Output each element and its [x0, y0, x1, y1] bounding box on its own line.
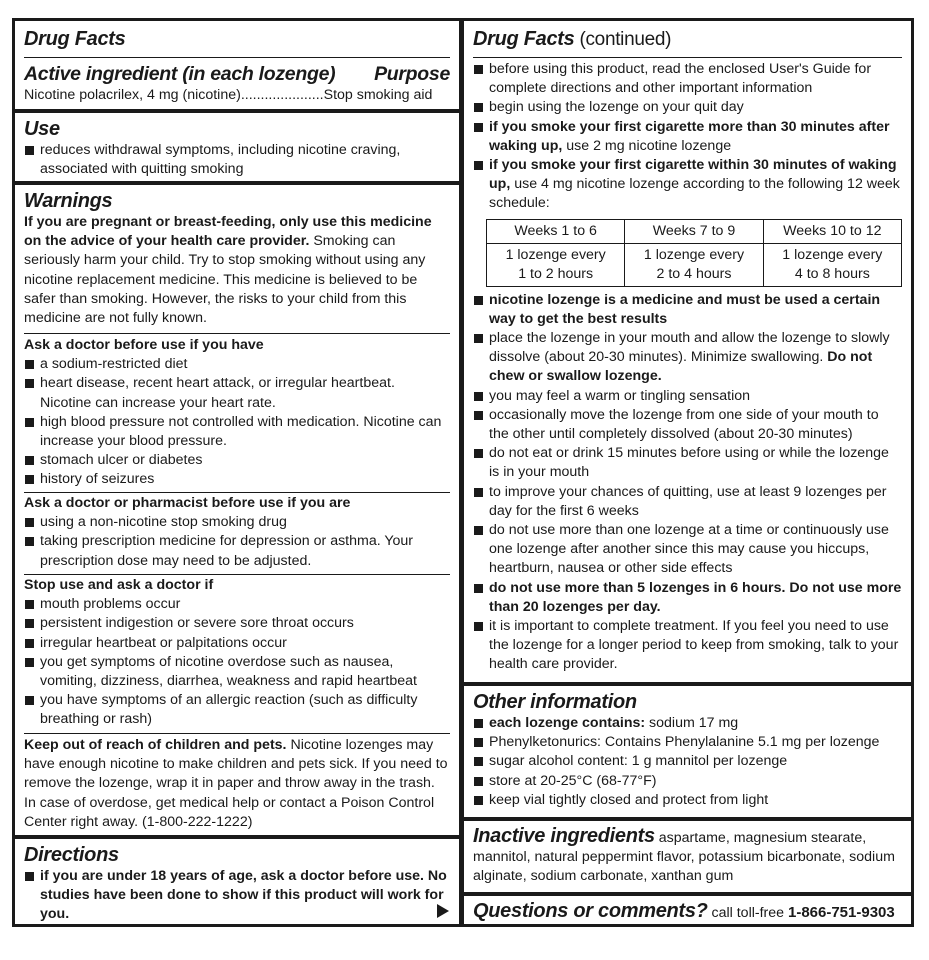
inactive-ingredients-list: aspartame, magnesium stearate, mannitol, natural peppermint flavor, potassium bicarbonate, sodium alginate, sodium carbonate, xanthan gum	[473, 830, 895, 885]
ask-doctor-list	[24, 355, 450, 489]
bullet-square-icon	[474, 719, 483, 728]
list-item	[473, 733, 902, 752]
bullet-square-icon	[474, 526, 483, 535]
divider	[473, 57, 902, 58]
list-item-text: do not eat or drink 15 minutes before using or while the lozenge is in your mouth	[489, 445, 889, 481]
other-information-list	[473, 714, 902, 810]
list-item-text: taking prescription medicine for depression or asthma. Your prescription dose may need to be adjusted.	[40, 533, 414, 569]
list-item	[473, 791, 902, 810]
bullet-square-icon	[25, 639, 34, 648]
drug-facts-title: Drug Facts	[473, 28, 575, 50]
list-item-text: do not use more than 5 lozenges in 6 hours. Do not use more than 20 lozenges per day.	[489, 579, 902, 615]
schedule-cell-line: 4 to 8 hours	[794, 265, 870, 282]
ask-doctor-heading: Ask a doctor before use if you have	[24, 337, 264, 353]
bullet-square-icon	[474, 411, 483, 420]
list-item-text: stomach ulcer or diabetes	[40, 452, 203, 469]
schedule-cell	[487, 243, 625, 286]
warnings-heading: Warnings	[24, 190, 113, 212]
bullet-square-icon	[25, 456, 34, 465]
bullet-square-icon	[25, 518, 34, 527]
list-item-text: nicotine lozenge is a medicine and must be used a certain way to get the best results	[489, 291, 881, 327]
list-item	[24, 532, 450, 570]
bullet-square-icon	[25, 418, 34, 427]
bullet-square-icon	[25, 600, 34, 609]
list-item	[473, 387, 902, 406]
purpose-heading: Purpose	[374, 63, 450, 85]
schedule-cell-line: 1 lozenge every	[643, 246, 745, 263]
bullet-square-icon	[474, 392, 483, 401]
questions-line	[473, 899, 902, 923]
dosing-schedule-table	[486, 219, 902, 287]
section-divider	[15, 109, 459, 113]
list-item-text: persistent indigestion or severe sore throat occurs	[40, 615, 354, 632]
list-item-text: keep vial tightly closed and protect from light	[489, 791, 769, 808]
pregnancy-warning-text: Smoking can seriously harm your child. Try to stop smoking without using any nicotine replacement medicine. This medicine is believed to be safer than smoking. However, the risks to your child from this medicine are not fully known.	[24, 233, 426, 327]
list-item	[473, 772, 902, 791]
keep-out-section	[15, 736, 459, 832]
bullet-square-icon	[25, 146, 34, 155]
bullet-square-icon	[474, 622, 483, 631]
list-item	[24, 513, 450, 532]
schedule-header-row	[487, 219, 902, 243]
continue-arrow-icon	[437, 904, 449, 918]
list-item	[473, 291, 902, 329]
bullet-square-icon	[25, 475, 34, 484]
divider	[24, 333, 450, 334]
list-item	[24, 614, 450, 633]
bullet-square-icon	[474, 103, 483, 112]
drug-facts-left-panel	[12, 18, 462, 927]
list-item-text: Do not chew or swallow lozenge.	[489, 349, 873, 385]
list-item	[473, 329, 902, 387]
list-item	[473, 156, 902, 214]
bullet-square-icon	[474, 488, 483, 497]
schedule-cell	[625, 243, 763, 286]
section-divider	[464, 817, 911, 821]
list-item	[24, 634, 450, 653]
bullet-square-icon	[474, 584, 483, 593]
directions-list-1	[473, 60, 902, 214]
warnings-section	[15, 189, 459, 328]
ask-pharmacist-list	[24, 513, 450, 571]
list-item-text: a sodium-restricted diet	[40, 356, 188, 373]
bullet-square-icon	[25, 379, 34, 388]
directions-list-2	[473, 291, 902, 675]
list-item-text: use 4 mg nicotine lozenge according to the following 12 week schedule:	[489, 176, 900, 212]
phone-number: 1-866-751-9303	[787, 904, 895, 921]
list-item	[473, 752, 902, 771]
list-item-text: you may feel a warm or tingling sensation	[489, 387, 751, 404]
schedule-body-row	[487, 243, 902, 286]
list-item-text: use 2 mg nicotine lozenge	[562, 137, 732, 154]
list-item-text: begin using the lozenge on your quit day	[489, 99, 744, 116]
bullet-square-icon	[474, 334, 483, 343]
stop-use-section	[15, 576, 459, 730]
list-item-text: to improve your chances of quitting, use at least 9 lozenges per day for the first 6 weeks	[489, 483, 887, 519]
list-item-text: mouth problems occur	[40, 596, 181, 613]
bullet-square-icon	[25, 872, 34, 881]
use-section	[15, 117, 459, 179]
list-item-text: heart disease, recent heart attack, or irregular heartbeat. Nicotine can increase your heart rate.	[40, 375, 395, 411]
list-item	[473, 521, 902, 579]
schedule-header-cell: Weeks 10 to 12	[763, 219, 901, 243]
stop-use-heading: Stop use and ask a doctor if	[24, 577, 214, 593]
ask-doctor-section	[15, 336, 459, 490]
list-item	[24, 141, 450, 179]
title-section	[15, 27, 459, 51]
list-item	[473, 714, 902, 733]
list-item-text: high blood pressure not controlled with medication. Nicotine can increase your blood pressure.	[40, 413, 442, 450]
bullet-square-icon	[474, 738, 483, 747]
list-item	[473, 118, 902, 156]
list-item-text: reduces withdrawal symptoms, including nicotine craving, associated with quitting smoking	[40, 142, 401, 178]
keep-out-bold: Keep out of reach of children and pets.	[24, 737, 287, 753]
active-ingredient-line: Nicotine polacrilex, 4 mg (nicotine).....................Stop smoking aid	[24, 87, 433, 103]
questions-prefix: call toll-free	[707, 905, 788, 921]
bullet-square-icon	[25, 658, 34, 667]
schedule-header-cell: Weeks 1 to 6	[487, 219, 625, 243]
bullet-square-icon	[474, 449, 483, 458]
section-divider	[464, 682, 911, 686]
list-item-text: irregular heartbeat or palpitations occur	[40, 634, 287, 651]
list-item	[473, 60, 902, 98]
active-ingredient-heading: Active ingredient (in each lozenge)	[24, 63, 336, 85]
schedule-header-cell: Weeks 7 to 9	[625, 219, 763, 243]
directions-section	[15, 843, 459, 925]
list-item	[473, 406, 902, 444]
stop-use-list	[24, 595, 450, 729]
list-item	[24, 595, 450, 614]
list-item	[24, 470, 450, 489]
list-item-text: occasionally move the lozenge from one side of your mouth to the other until completely dissolved (about 20-30 minutes)	[489, 406, 879, 443]
list-item-text: each lozenge contains:	[489, 715, 646, 731]
ask-pharmacist-section	[15, 494, 459, 571]
directions-heading: Directions	[24, 844, 119, 866]
use-heading: Use	[24, 118, 60, 140]
list-item-text: Phenylketonurics: Contains Phenylalanine 5.1 mg per lozenge	[489, 734, 880, 751]
list-item-text: place the lozenge in your mouth and allow the lozenge to slowly dissolve (about 20-30 minutes). Minimize swallowing.	[489, 330, 890, 366]
section-divider	[15, 835, 459, 839]
directions-item-text: if you are under 18 years of age, ask a doctor before use. No studies have been done to show if this product will work for you.	[40, 868, 447, 923]
list-item	[24, 374, 450, 412]
divider	[24, 574, 450, 575]
list-item-text: you get symptoms of nicotine overdose such as nausea, vomiting, dizziness, diarrhea, weakness and rapid heartbeat	[40, 653, 417, 690]
bullet-square-icon	[474, 777, 483, 786]
list-item-text: before using this product, read the enclosed User's Guide for complete directions and other important information	[489, 61, 872, 97]
list-item	[24, 413, 450, 451]
divider	[24, 733, 450, 734]
list-item-text: if you smoke your first cigarette within 30 minutes of waking up,	[489, 157, 897, 193]
bullet-square-icon	[474, 796, 483, 805]
list-item-text: history of seizures	[40, 471, 155, 488]
questions-heading: Questions or comments?	[473, 900, 708, 922]
other-information-heading: Other information	[473, 691, 637, 713]
list-item	[473, 98, 902, 117]
section-divider	[464, 892, 911, 896]
directions-continued-section	[464, 60, 911, 675]
drug-facts-continued-title	[473, 27, 902, 52]
bullet-square-icon	[25, 696, 34, 705]
schedule-cell	[763, 243, 901, 286]
bullet-square-icon	[474, 161, 483, 170]
bullet-square-icon	[474, 65, 483, 74]
list-item-text: store at 20-25°C (68-77°F)	[489, 772, 657, 789]
keep-out-text: Nicotine lozenges may have enough nicotine to make children and pets sick. If you need to remove the lozenge, wrap it in paper and throw away in the trash. In case of overdose, get medical help or contact a Poison Control Center right away. (1-800-222-1222)	[24, 737, 448, 830]
inactive-ingredients-heading: Inactive ingredients	[473, 825, 655, 847]
list-item	[473, 579, 902, 617]
schedule-cell-line: 1 lozenge every	[782, 246, 883, 263]
active-ingredient-section	[15, 62, 459, 105]
inactive-ingredients-text	[473, 824, 902, 887]
section-divider	[15, 181, 459, 185]
pregnancy-warning-bold: If you are pregnant or breast-feeding, only use this medicine on the advice of your health care provider.	[24, 214, 432, 250]
list-item-text: it is important to complete treatment. If you feel you need to use the lozenge for a longer period to keep from smoking, talk to your health care provider.	[489, 618, 899, 673]
list-item	[473, 444, 902, 482]
bullet-square-icon	[25, 619, 34, 628]
divider	[24, 57, 450, 58]
list-item	[24, 653, 450, 691]
list-item-text: if you smoke your first cigarette more than 30 minutes after waking up,	[489, 118, 890, 154]
continued-title-section	[464, 27, 911, 52]
directions-item	[24, 867, 450, 925]
bullet-square-icon	[474, 296, 483, 305]
continued-suffix: (continued)	[574, 29, 672, 50]
list-item	[24, 451, 450, 470]
other-information-section	[464, 690, 911, 810]
list-item	[473, 483, 902, 521]
bullet-square-icon	[474, 123, 483, 132]
drug-facts-title: Drug Facts	[24, 28, 126, 50]
list-item-text: using a non-nicotine stop smoking drug	[40, 514, 287, 531]
list-item-text: do not use more than one lozenge at a time or continuously use one lozenge after another since this may cause you hiccups, heartburn, nausea or other side effects	[489, 522, 889, 577]
schedule-cell-line: 2 to 4 hours	[656, 265, 732, 282]
bullet-square-icon	[25, 360, 34, 369]
divider	[24, 492, 450, 493]
questions-section	[464, 899, 911, 923]
pregnancy-warning	[24, 213, 450, 328]
ask-pharmacist-heading: Ask a doctor or pharmacist before use if you are	[24, 495, 351, 511]
list-item-text: you have symptoms of an allergic reaction (such as difficulty breathing or rash)	[40, 692, 418, 728]
bullet-square-icon	[25, 537, 34, 546]
bullet-square-icon	[474, 757, 483, 766]
list-item	[24, 355, 450, 374]
list-item-text: sodium 17 mg	[645, 715, 739, 731]
list-item-text: sugar alcohol content: 1 g mannitol per lozenge	[489, 753, 788, 770]
schedule-cell-line: 1 to 2 hours	[518, 265, 594, 282]
list-item	[473, 617, 902, 675]
drug-facts-right-panel	[461, 18, 914, 927]
list-item	[24, 691, 450, 729]
use-list	[24, 141, 450, 179]
inactive-ingredients-section	[464, 824, 911, 887]
schedule-cell-line: 1 lozenge every	[505, 246, 606, 263]
keep-out-warning	[24, 736, 450, 832]
